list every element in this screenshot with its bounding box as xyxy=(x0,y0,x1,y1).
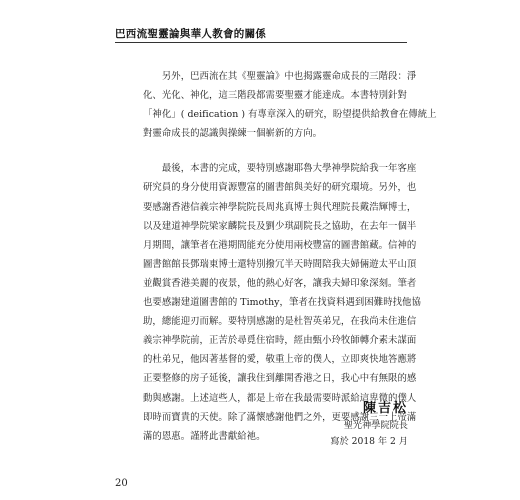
text-line: 也要感謝建道圖書館的 Timothy，筆者在找資料遇到困難時找他協 xyxy=(143,297,421,309)
page-number: 20 xyxy=(115,478,128,489)
text-line: 「神化」( deification ) 有專章深入的研究，盼望提供給教會在傳統上 xyxy=(143,109,437,121)
text-line: 化、光化、神化，這三階段都需要聖靈才能達成。本書特別針對 xyxy=(143,90,407,102)
text-line: 圖書館館長鄧瑞東博士還特別撥冗半天時間陪我夫婦倆遊太平山頂 xyxy=(143,258,417,270)
text-line: 月期間，讓筆者在港期間能充分使用兩校豐富的圖書館藏。信神的 xyxy=(143,239,417,251)
paragraph-1 xyxy=(143,67,437,143)
text-line: 助，總能迎刃而解。要特別感謝的是杜智英弟兄，在我尚未住進信 xyxy=(143,316,417,328)
text-line: 的杜弟兄，他因著基督的愛，敬重上帝的僕人，立即爽快地答應將 xyxy=(143,354,417,366)
text-line: 義宗神學院前，正苦於尋覓住宿時，經由甄小玲牧師轉介素未謀面 xyxy=(143,335,417,347)
text-line: 並觀賞香港美麗的夜景，他的熱心好客，讓我夫婦印象深刻。筆者 xyxy=(143,277,417,289)
text-line: 要感謝香港信義宗神學院院長周兆真博士與代理院長戴浩輝博士， xyxy=(143,201,417,213)
text-line: 最後，本書的完成，要特別感謝耶魯大學神學院給我一年客座 xyxy=(143,163,417,175)
text-line: 即時而寶貴的天使。除了滿懷感謝他們之外，更要感謝三一上帝滿 xyxy=(143,411,417,423)
signature-date: 寫於 2018 年 2 月 xyxy=(330,436,408,447)
text-line: 對靈命成長的認識與操練一個嶄新的方向。 xyxy=(143,128,323,140)
text-line: 以及建道神學院梁家麟院長及劉少琪副院長之協助，在去年一個半 xyxy=(143,220,417,232)
text-line: 滿的恩惠。謹將此書獻給祂。 xyxy=(143,430,266,442)
text-line: 研究員的身分使用資源豐富的圖書館與美好的研究環境。另外，也 xyxy=(143,182,417,194)
header-rule xyxy=(115,42,407,43)
signature-title: 聖光神學院院長 xyxy=(343,420,408,431)
running-head: 巴西流聖靈論與華人教會的關係 xyxy=(115,28,267,40)
text-line: 正要整修的房子延後，讓我住到離開香港之日，我心中有無限的感 xyxy=(143,373,417,385)
paragraph-gap xyxy=(143,143,425,159)
signature-name: 陳吉松 xyxy=(362,401,408,416)
preface-body xyxy=(143,67,437,446)
text-line: 動與感謝。上述這些人，都是上帝在我最需要時派給這卑微的僕人 xyxy=(143,392,417,404)
text-line: 另外，巴西流在其《聖靈論》中也揭露靈命成長的三階段：淨 xyxy=(143,71,417,82)
